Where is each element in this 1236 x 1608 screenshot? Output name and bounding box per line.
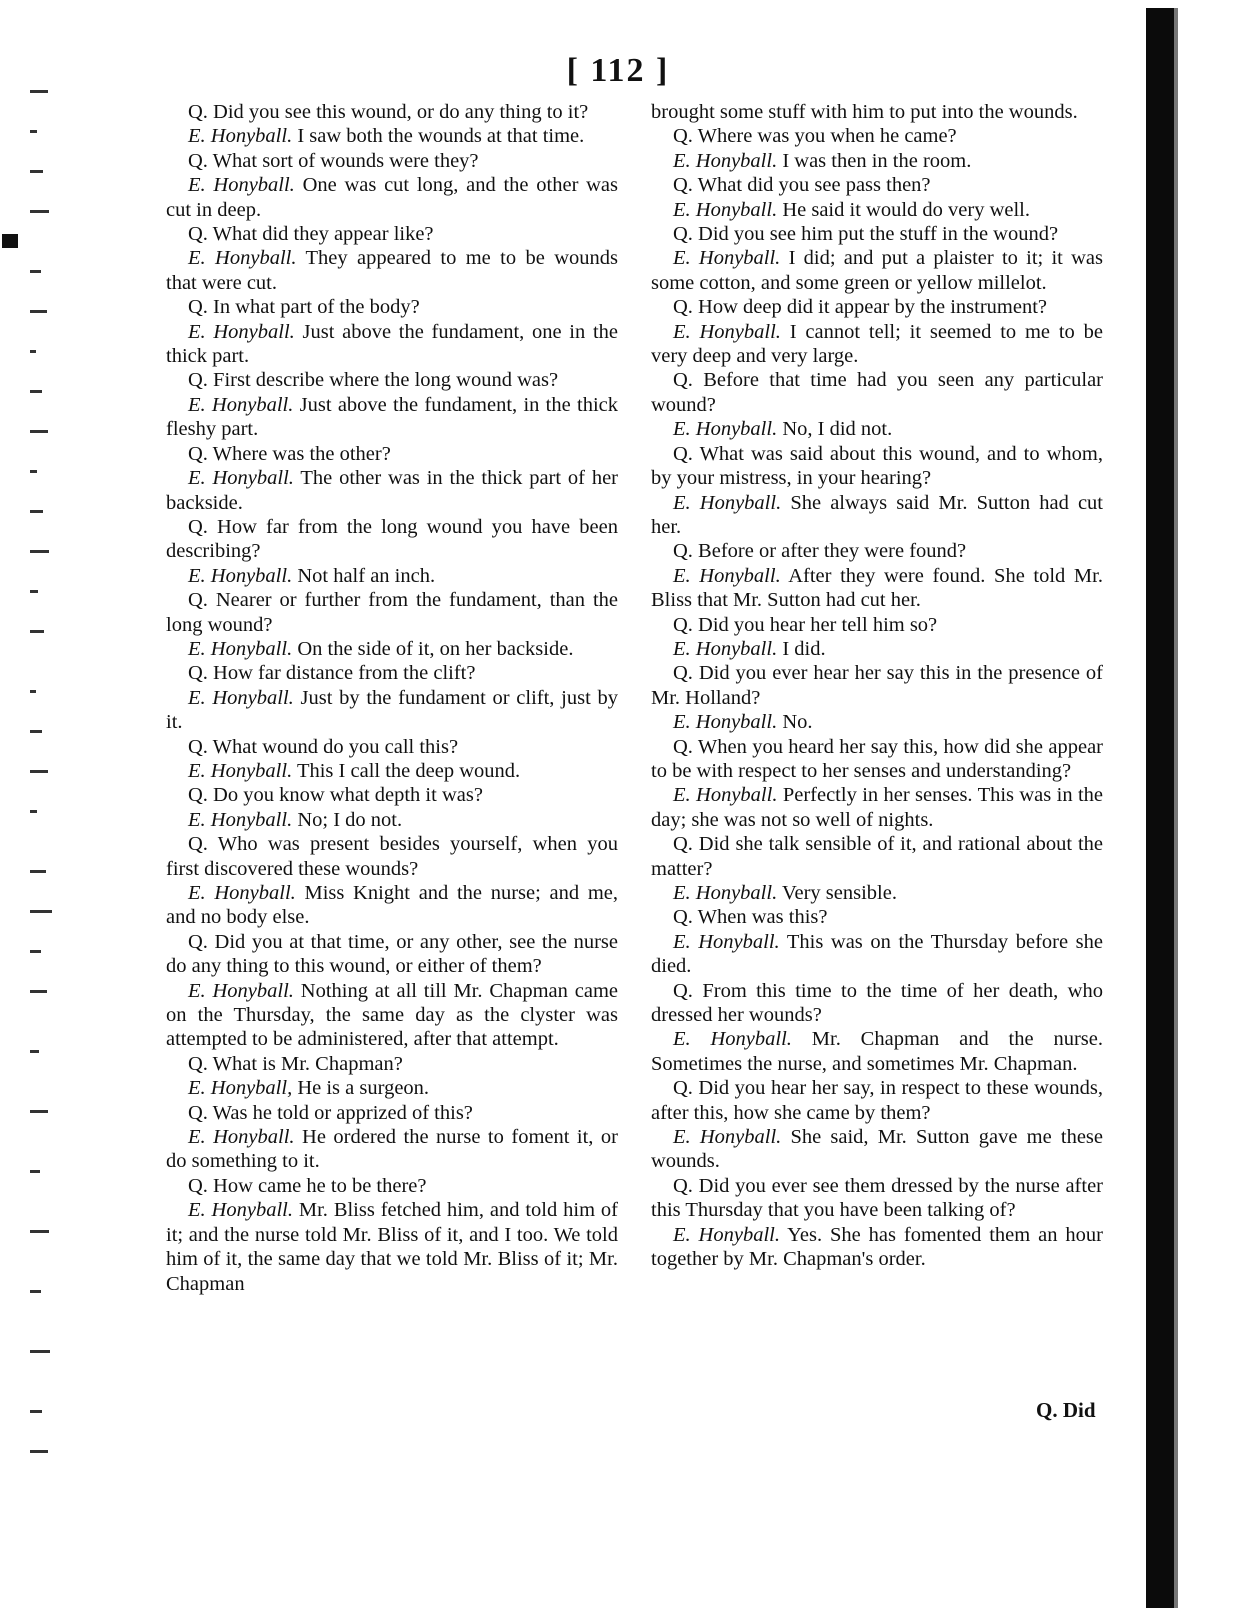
paragraph-text: Mr. Bliss fetched him, and told him of it; and the nurse told Mr. Bliss of it, and I too. We told him of it, the same day that we told Mr. Bliss of it; Mr. Chapman [166,1199,618,1295]
answer-paragraph [651,1125,1103,1174]
scan-mark [30,690,36,693]
question-paragraph [166,1174,618,1198]
paragraph-text: He said it would do very well. [782,198,1030,221]
speaker-name: E. Honyball. [673,882,778,904]
paragraph-text: He ordered the nurse to foment it, or do something to it. [166,1126,618,1173]
paragraph-text: Q. Where was you when he came? [673,125,957,148]
speaker-name: E. Honyball. [188,979,294,1002]
paragraph-text: Just above the fundament, one in the thick part. [166,320,619,368]
paragraph-text: Q. How far from the long wound you have been describing? [166,515,618,563]
answer-paragraph [166,759,618,783]
speaker-name: E. Honyball. [188,125,293,148]
scan-mark [30,1290,41,1293]
speaker-name: E. Honyball. [673,247,781,270]
scan-mark [30,910,52,913]
paragraph-text: Q. How deep did it appear by the instrument? [673,296,1048,319]
binding-shadow [1146,8,1174,1608]
paragraph-text: Q. Do you know what depth it was? [188,784,483,807]
paragraph-text: I saw both the wounds at that time. [297,125,585,148]
question-paragraph [651,173,1103,197]
paragraph-text: Q. Did she talk sensible of it, and rational about the matter? [651,833,1103,880]
paragraph-text: Miss Knight and the nurse; and me, and no body else. [166,882,618,929]
question-paragraph [651,613,1103,637]
paragraph-text: Just by the fundament or clift, just by it. [166,686,618,734]
scan-mark [30,350,36,353]
question-paragraph [166,783,618,807]
question-paragraph [166,1101,618,1125]
scan-mark [30,1230,49,1233]
speaker-name: E. Honyball. [673,1223,780,1246]
speaker-name: E. Honyball. [188,759,293,782]
scan-mark [30,170,43,173]
speaker-name: E. Honyball. [188,1199,293,1222]
question-paragraph [651,442,1103,491]
answer-paragraph [166,393,618,442]
paragraph-text: Q. What is Mr. Chapman? [188,1052,403,1075]
question-paragraph [651,1174,1103,1223]
question-paragraph [166,149,618,173]
answer-paragraph [651,881,1103,905]
question-paragraph [651,905,1103,929]
question-paragraph [166,368,618,392]
paragraph-text: One was cut long, and the other was cut in deep. [166,174,619,221]
answer-paragraph [166,1076,618,1100]
speaker-name: E. Honyball. [673,149,778,172]
paragraph-text: I cannot tell; it seemed to me to be very deep and very large. [651,320,1103,368]
answer-paragraph [651,100,1103,124]
paragraph-text: Q. Nearer or further from the fundament, than the long wound? [166,589,618,636]
speaker-name: E. Honyball. [673,1028,792,1051]
speaker-name: E. Honyball. [673,784,778,807]
paragraph-text: Q. Before or after they were found? [673,540,967,563]
paragraph-text: Q. Did you hear her tell him so? [673,613,938,636]
paragraph-text: Perfectly in her senses. This was in the day; she was not so well of nights. [651,784,1103,831]
speaker-name: E. Honyball. [673,320,781,343]
answer-paragraph [166,881,618,930]
speaker-name: E. Honyball. [673,637,778,660]
answer-paragraph [651,637,1103,661]
paragraph-text: I was then in the room. [782,149,972,172]
paragraph-text: Q. When was this? [673,906,828,929]
margin-scan-marks [30,10,70,1510]
speaker-name: E. Honyball. [188,637,293,660]
paragraph-text: Q. Who was present besides yourself, when you first discovered these wounds? [166,833,618,880]
answer-paragraph [651,417,1103,441]
question-paragraph [651,735,1103,784]
margin-ink-mark [2,234,18,248]
paragraph-text: Q. What wound do you call this? [188,735,459,758]
answer-paragraph [166,1198,618,1296]
answer-paragraph [651,930,1103,979]
paragraph-text: She always said Mr. Sutton had cut her. [651,491,1103,538]
paragraph-text: Q. Did you ever see them dressed by the nurse after this Thursday that you have been talking of? [651,1174,1103,1222]
answer-paragraph [651,246,1103,295]
scan-mark [30,950,41,953]
question-paragraph [651,124,1103,148]
paragraph-text: Q. Was he told or apprized of this? [188,1101,473,1124]
paragraph-text: He is a surgeon. [297,1077,430,1100]
paragraph-text: Q. What did you see pass then? [673,174,931,197]
answer-paragraph [166,686,618,735]
question-paragraph [651,539,1103,563]
paragraph-text: No; I do not. [297,808,403,831]
answer-paragraph [651,320,1103,369]
scan-mark [30,1450,48,1453]
scan-mark [30,1410,42,1413]
scan-mark [30,130,37,133]
question-paragraph [651,1076,1103,1125]
question-paragraph [166,442,618,466]
speaker-name: E. Honyball. [673,711,778,734]
question-paragraph [166,1052,618,1076]
speaker-name: E. Honyball. [673,418,778,441]
question-paragraph [166,295,618,319]
speaker-name: E. Honyball. [188,467,294,490]
speaker-name: E. Honyball. [673,1126,782,1149]
question-paragraph [651,222,1103,246]
speaker-name: E. Honyball. [188,808,293,831]
paragraph-text: This I call the deep wound. [296,759,521,782]
paragraph-text: brought some stuff with him to put into the wounds. [651,101,1078,123]
speaker-name: E. Honyball. [188,320,295,343]
paragraph-text: I did; and put a plaister to it; it was some cotton, and some green or yellow millelot. [651,247,1103,294]
scan-mark [30,90,48,93]
paragraph-text: Q. Did you hear her say, in respect to these wounds, after this, how she came by them? [651,1077,1103,1124]
right-column [651,100,1103,1272]
paragraph-text: Q. Did you see him put the stuff in the wound? [673,223,1059,246]
scan-mark [30,210,49,213]
paragraph-text: Q. Did you ever hear her say this in the presence of Mr. Holland? [651,662,1103,709]
question-paragraph [166,661,618,685]
paragraph-text: I did. [782,637,826,660]
paragraph-text: Q. In what part of the body? [188,296,420,319]
speaker-name: E. Honyball. [188,174,295,197]
scan-mark [30,430,48,433]
answer-paragraph [651,1027,1103,1076]
paragraph-text: They appeared to me to be wounds that were cut. [166,247,618,294]
speaker-name: E. Honyball, [188,1077,293,1100]
paragraph-text: Q. From this time to the time of her death, who dressed her wounds? [651,979,1103,1027]
paragraph-text: She said, Mr. Sutton gave me these wounds. [651,1126,1103,1173]
paragraph-text: Q. First describe where the long wound was? [188,369,559,392]
paragraph-text: Q. Did you see this wound, or do any thing to it? [188,101,589,123]
speaker-name: E. Honyball. [673,198,778,221]
left-column [166,100,618,1296]
question-paragraph [166,100,618,124]
paragraph-text: Q. When you heard her say this, how did she appear to be with respect to her senses and understanding? [651,735,1103,782]
answer-paragraph [651,198,1103,222]
speaker-name: E. Honyball. [673,491,782,514]
scan-mark [30,1110,48,1113]
speaker-name: E. Honyball. [673,564,781,587]
paragraph-text: No. [782,711,813,734]
answer-paragraph [166,1125,618,1174]
scan-mark [30,770,48,773]
answer-paragraph [166,466,618,515]
answer-paragraph [166,979,618,1052]
paragraph-text: Q. Did you at that time, or any other, see the nurse do any thing to this wound, or either of them? [166,930,618,978]
paragraph-text: The other was in the thick part of her backside. [166,467,618,514]
speaker-name: E. Honyball. [188,393,294,416]
paragraph-text: Q. What did they appear like? [188,223,434,246]
paragraph-text: Q. How came he to be there? [188,1174,427,1197]
answer-paragraph [166,124,618,148]
answer-paragraph [166,173,618,222]
paragraph-text: On the side of it, on her backside. [297,637,574,660]
paragraph-text: Q. How far distance from the clift? [188,662,476,685]
answer-paragraph [651,1223,1103,1272]
question-paragraph [166,222,618,246]
answer-paragraph [651,491,1103,540]
scan-mark [30,390,42,393]
question-paragraph [166,832,618,881]
question-paragraph [651,832,1103,881]
scan-mark [30,310,47,313]
scan-mark [30,730,42,733]
paragraph-text: Just above the fundament, in the thick fleshy part. [166,393,618,441]
speaker-name: E. Honyball. [673,930,780,953]
answer-paragraph [651,149,1103,173]
question-paragraph [651,295,1103,319]
scan-mark [30,630,44,633]
speaker-name: E. Honyball. [188,564,293,587]
scan-mark [30,510,43,513]
speaker-name: E. Honyball. [188,686,294,709]
paragraph-text: After they were found. She told Mr. Bliss that Mr. Sutton had cut her. [651,564,1103,612]
paragraph-text: Mr. Chapman and the nurse. Sometimes the nurse, and sometimes Mr. Chapman. [651,1028,1103,1075]
scan-mark [30,870,46,873]
answer-paragraph [651,783,1103,832]
paragraph-text: Q. What sort of wounds were they? [188,149,479,172]
paragraph-text: Nothing at all till Mr. Chapman came on the Thursday, the same day as the clyster was attempted to be administered, after that attempt. [166,979,618,1051]
paragraph-text: Q. What was said about this wound, and to whom, by your mistress, in your hearing? [651,442,1103,490]
paragraph-text: Q. Before that time had you seen any particular wound? [651,369,1103,416]
scan-mark [30,1350,50,1353]
scan-mark [30,550,49,553]
paragraph-text: This was on the Thursday before she died. [651,930,1103,978]
scan-mark [30,990,47,993]
paragraph-text: No, I did not. [782,418,893,441]
question-paragraph [166,588,618,637]
page-number: [ 112 ] [566,52,670,89]
scan-mark [30,1050,39,1053]
paragraph-text: Not half an inch. [297,564,436,587]
scan-mark [30,590,38,593]
question-paragraph [166,930,618,979]
answer-paragraph [166,246,618,295]
scan-mark [30,1170,40,1173]
answer-paragraph [166,320,618,369]
paragraph-text: Yes. She has fomented them an hour together by Mr. Chapman's order. [651,1223,1103,1271]
paragraph-text: Q. Where was the other? [188,442,391,465]
answer-paragraph [166,637,618,661]
question-paragraph [166,735,618,759]
question-paragraph [651,661,1103,710]
speaker-name: E. Honyball. [188,247,297,270]
answer-paragraph [166,564,618,588]
question-paragraph [651,979,1103,1028]
question-paragraph [651,368,1103,417]
answer-paragraph [651,710,1103,734]
answer-paragraph [166,808,618,832]
speaker-name: E. Honyball. [188,882,296,904]
binding-edge [1174,8,1178,1608]
paragraph-text: Very sensible. [781,882,897,904]
scan-mark [30,810,37,813]
answer-paragraph [651,564,1103,613]
catchword: Q. Did [1036,1398,1096,1422]
speaker-name: E. Honyball. [188,1126,295,1149]
question-paragraph [166,515,618,564]
scan-mark [30,270,41,273]
scan-mark [30,470,37,473]
